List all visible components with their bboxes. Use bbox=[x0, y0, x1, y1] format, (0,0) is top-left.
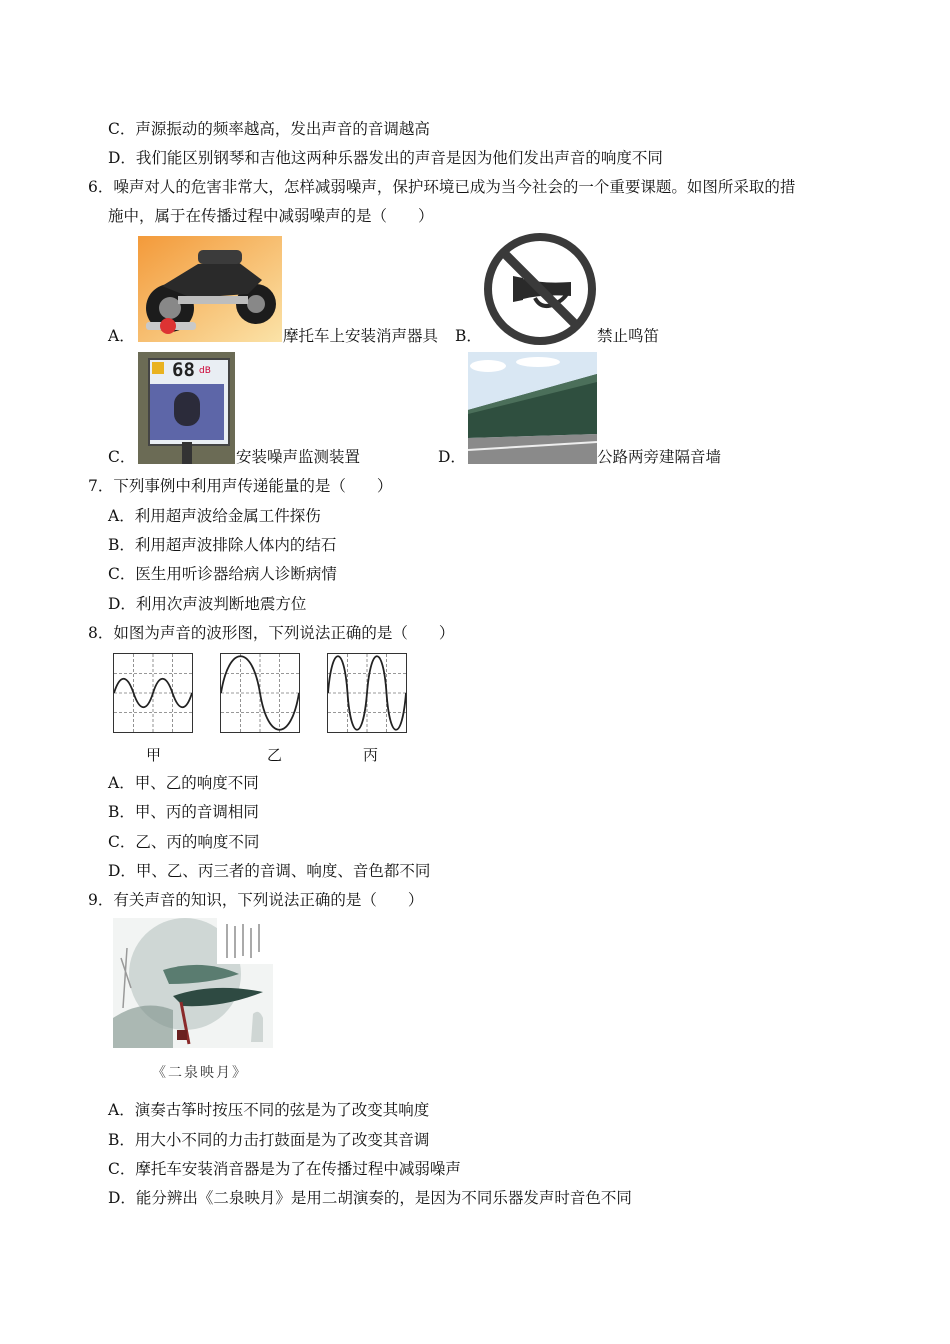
q9-option-b: B．用大小不同的力击打鼓面是为了改变其音调 bbox=[108, 1131, 430, 1149]
q7-stem: 7．下列事例中利用声传递能量的是（ ） bbox=[88, 477, 393, 495]
q6-option-c-text: 安装噪声监测装置 bbox=[236, 448, 361, 466]
noise-monitor-image bbox=[138, 352, 235, 464]
q9-option-c: C．摩托车安装消音器是为了在传播过程中减弱噪声 bbox=[108, 1160, 461, 1178]
waveform-label-bing: 丙 bbox=[363, 746, 379, 764]
no-honking-sign-icon bbox=[483, 232, 597, 346]
waveform-bing bbox=[327, 653, 407, 733]
q8-option-d: D．甲、乙、丙三者的音调、响度、音色都不同 bbox=[108, 862, 431, 880]
q8-option-a: A．甲、乙的响度不同 bbox=[108, 774, 259, 792]
q6-option-d-letter: D． bbox=[438, 448, 466, 466]
q9-option-a: A．演奏古筝时按压不同的弦是为了改变其响度 bbox=[108, 1101, 430, 1119]
q6-stem-line1: 6．噪声对人的危害非常大，怎样减弱噪声，保护环境已成为当今社会的一个重要课题。如图所采取的措 bbox=[88, 178, 796, 196]
q5-option-c: C．声源振动的频率越高，发出声音的音调越高 bbox=[108, 120, 430, 138]
q6-option-b-text: 禁止鸣笛 bbox=[597, 327, 660, 345]
q6-option-c-letter: C． bbox=[108, 448, 136, 466]
q7-option-a: A．利用超声波给金属工件探伤 bbox=[108, 507, 321, 525]
waveform-label-jia: 甲 bbox=[146, 746, 162, 764]
sound-barrier-wall-image bbox=[468, 352, 597, 464]
waveform-yi bbox=[220, 653, 300, 733]
q7-option-d: D．利用次声波判断地震方位 bbox=[108, 595, 307, 613]
q9-option-d: D．能分辨出《二泉映月》是用二胡演奏的，是因为不同乐器发声时音色不同 bbox=[108, 1189, 632, 1207]
q8-option-c: C．乙、丙的响度不同 bbox=[108, 833, 260, 851]
q7-option-b: B．利用超声波排除人体内的结石 bbox=[108, 536, 337, 554]
q5-option-d: D．我们能区别钢琴和吉他这两种乐器发出的声音是因为他们发出声音的响度不同 bbox=[108, 149, 663, 167]
q6-option-a-letter: A． bbox=[108, 327, 135, 345]
noise-unit: dB bbox=[199, 366, 211, 376]
motorcycle-image bbox=[138, 236, 282, 342]
q7-option-c: C．医生用听诊器给病人诊断病情 bbox=[108, 565, 337, 583]
q6-option-b-letter: B． bbox=[455, 327, 482, 345]
noise-reading: 68 bbox=[172, 359, 195, 381]
q9-image-caption: 《二泉映月》 bbox=[152, 1065, 248, 1081]
q9-stem: 9．有关声音的知识，下列说法正确的是（ ） bbox=[88, 891, 424, 909]
q6-option-a-text: 摩托车上安装消声器具 bbox=[283, 327, 439, 345]
erquan-yingyue-painting bbox=[113, 918, 273, 1048]
waveform-label-yi: 乙 bbox=[267, 746, 283, 764]
q8-option-b: B．甲、丙的音调相同 bbox=[108, 803, 259, 821]
q6-stem-line2: 施中，属于在传播过程中减弱噪声的是（ ） bbox=[108, 207, 434, 225]
q8-stem: 8．如图为声音的波形图，下列说法正确的是（ ） bbox=[88, 624, 455, 642]
q6-option-d-text: 公路两旁建隔音墙 bbox=[597, 448, 722, 466]
waveform-jia bbox=[113, 653, 193, 733]
